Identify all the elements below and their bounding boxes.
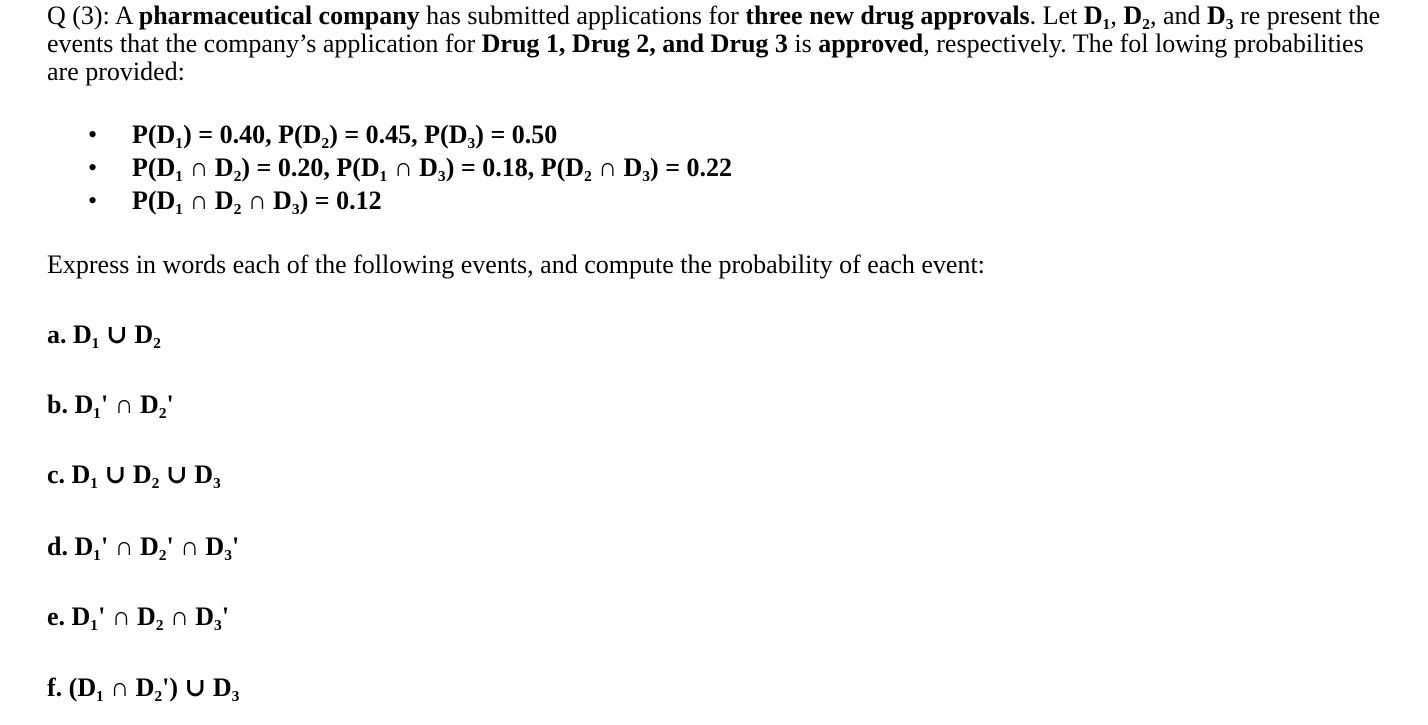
question-segment: Q (3): A <box>47 1 139 30</box>
instruction-text: Express in words each of the following events, and compute the probability of each event: <box>47 250 985 279</box>
part-f: f. (D₁ ∩ D₂') ∪ D₃ <box>47 673 240 702</box>
question-segment: has submitted applications for <box>419 1 746 30</box>
given-probability-item <box>88 151 732 184</box>
question-segment: pharmaceutical company <box>138 1 420 30</box>
question-segment: , <box>1110 1 1124 30</box>
question-segment: approved <box>818 29 924 58</box>
question-segment: three new drug approvals <box>745 1 1030 30</box>
given-probability-item <box>88 118 732 151</box>
question-segment: , respectively. The fol lowing probabilities are provided: <box>47 29 1364 86</box>
bullet-icon: • <box>88 120 98 149</box>
given-probability-item <box>88 184 732 217</box>
given-probabilities-list <box>88 118 732 217</box>
question-segment: re present the events that the company’s application for <box>47 1 1381 58</box>
part-e: e. D₁' ∩ D₂ ∩ D₃' <box>47 602 230 631</box>
question-segment: Drug 1, Drug 2, and Drug 3 <box>481 29 788 58</box>
question-text <box>47 2 1387 86</box>
question-segment: , and <box>1149 1 1208 30</box>
part-b: b. D₁' ∩ D₂' <box>47 390 174 419</box>
part-a: a. D₁ ∪ D₂ <box>47 320 161 349</box>
question-segment: . Let <box>1029 1 1084 30</box>
question-segment: D₂ <box>1123 1 1150 30</box>
part-c: c. D₁ ∪ D₂ ∪ D₃ <box>47 460 221 489</box>
question-segment: D₃ <box>1207 1 1234 30</box>
question-segment: is <box>787 29 819 58</box>
part-d: d. D₁' ∩ D₂' ∩ D₃' <box>47 532 240 561</box>
given-probability-text: P(D₁ ∩ D₂) = 0.20, P(D₁ ∩ D₃) = 0.18, P(D₂ ∩ D₃) = 0.22 <box>132 153 733 182</box>
bullet-icon: • <box>88 186 98 215</box>
given-probability-text: P(D₁ ∩ D₂ ∩ D₃) = 0.12 <box>132 186 382 215</box>
question-segment: D₁ <box>1083 1 1111 30</box>
bullet-icon: • <box>88 153 98 182</box>
given-probability-text: P(D₁) = 0.40, P(D₂) = 0.45, P(D₃) = 0.50 <box>132 120 558 149</box>
